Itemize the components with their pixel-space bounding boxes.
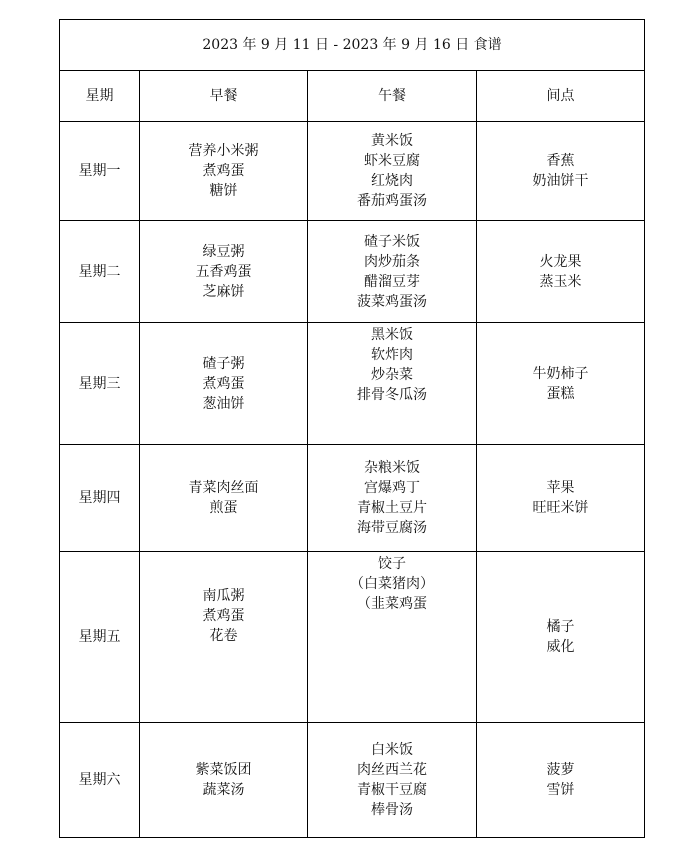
lunch-cell (308, 552, 477, 723)
food-item: 煮鸡蛋 (202, 163, 245, 179)
food-item: 绿豆粥 (202, 243, 245, 260)
food-item: 威化 (546, 639, 575, 655)
food-item: 五香鸡蛋 (195, 263, 252, 280)
food-item: 蔬菜汤 (202, 782, 245, 798)
food-item: 橘子 (546, 619, 575, 635)
food-item: 黑米饭 (371, 327, 413, 343)
food-item: 糖饼 (209, 183, 238, 199)
food-item: 宫爆鸡丁 (364, 480, 420, 496)
food-item: 杂粮米饭 (364, 460, 420, 476)
snack-cell (477, 445, 645, 552)
lunch-cell (308, 723, 477, 838)
food-item: 醋溜豆芽 (364, 273, 420, 290)
breakfast-cell (140, 552, 308, 723)
day-cell: 星期二 (60, 221, 140, 323)
food-item: 南瓜粥 (202, 588, 245, 604)
food-item: 紫菜饭团 (195, 762, 252, 778)
food-item: 白米饭 (371, 742, 413, 758)
breakfast-cell (140, 323, 308, 445)
food-item: 青椒干豆腐 (357, 782, 427, 798)
food-item: 花卷 (209, 628, 238, 644)
table-row (60, 122, 645, 221)
food-item: 番茄鸡蛋汤 (357, 193, 427, 209)
food-item: 牛奶柿子 (532, 365, 589, 382)
header-row (60, 71, 645, 122)
food-item: 香蕉 (546, 153, 575, 169)
food-item: 软炸肉 (371, 347, 413, 363)
breakfast-cell (140, 723, 308, 838)
food-item: 饺子 (378, 556, 406, 572)
day-cell: 星期三 (60, 323, 140, 445)
food-item: 碴子米饭 (364, 233, 420, 250)
food-item: 碴子粥 (202, 355, 245, 372)
food-item: 青菜肉丝面 (188, 480, 259, 496)
table-row (60, 552, 645, 723)
food-item: 葱油饼 (202, 395, 245, 412)
breakfast-cell (140, 122, 308, 221)
table-row (60, 323, 645, 445)
table-row (60, 221, 645, 323)
snack-cell (477, 552, 645, 723)
day-cell: 星期五 (60, 552, 140, 723)
food-item: 红烧肉 (371, 173, 413, 189)
food-item: 煮鸡蛋 (202, 608, 245, 624)
food-item: 排骨冬瓜汤 (357, 387, 427, 403)
day-cell: 星期六 (60, 723, 140, 838)
lunch-cell (308, 445, 477, 552)
food-item: 蛋糕 (546, 385, 575, 402)
header-day: 星期 (60, 71, 140, 122)
food-item: （韭菜鸡蛋 (357, 596, 427, 612)
food-item: 奶油饼干 (532, 173, 589, 189)
table-row (60, 723, 645, 838)
snack-cell (477, 122, 645, 221)
food-item: 海带豆腐汤 (357, 520, 427, 536)
food-item: 煎蛋 (209, 500, 238, 516)
food-item: 青椒土豆片 (357, 500, 427, 516)
menu-table (59, 19, 645, 838)
lunch-cell (308, 221, 477, 323)
food-item: 雪饼 (546, 782, 575, 798)
lunch-cell (308, 122, 477, 221)
food-item: 苹果 (546, 480, 575, 496)
food-item: 菠菜鸡蛋汤 (357, 293, 427, 310)
food-item: 火龙果 (539, 253, 582, 270)
food-item: 营养小米粥 (188, 143, 259, 159)
breakfast-cell (140, 445, 308, 552)
food-item: 芝麻饼 (202, 283, 245, 300)
breakfast-cell (140, 221, 308, 323)
lunch-cell (308, 323, 477, 445)
title-row (60, 20, 645, 71)
food-item: 黄米饭 (371, 133, 413, 149)
food-item: 肉炒茄条 (364, 253, 420, 270)
day-cell: 星期四 (60, 445, 140, 552)
header-snack: 间点 (477, 71, 645, 122)
snack-cell (477, 723, 645, 838)
table-row (60, 445, 645, 552)
header-lunch: 午餐 (308, 71, 477, 122)
food-item: 旺旺米饼 (532, 500, 589, 516)
day-cell: 星期一 (60, 122, 140, 221)
food-item: （白菜猪肉） (350, 576, 434, 592)
menu-title: 2023 年 9 月 11 日 - 2023 年 9 月 16 日 食谱 (60, 20, 645, 71)
food-item: 煮鸡蛋 (202, 375, 245, 392)
food-item: 蒸玉米 (539, 273, 582, 290)
snack-cell (477, 221, 645, 323)
food-item: 棒骨汤 (371, 802, 413, 818)
food-item: 虾米豆腐 (364, 153, 420, 169)
food-item: 菠萝 (546, 762, 575, 778)
food-item: 炒杂菜 (371, 367, 413, 383)
food-item: 肉丝西兰花 (357, 762, 427, 778)
snack-cell (477, 323, 645, 445)
header-breakfast: 早餐 (140, 71, 308, 122)
